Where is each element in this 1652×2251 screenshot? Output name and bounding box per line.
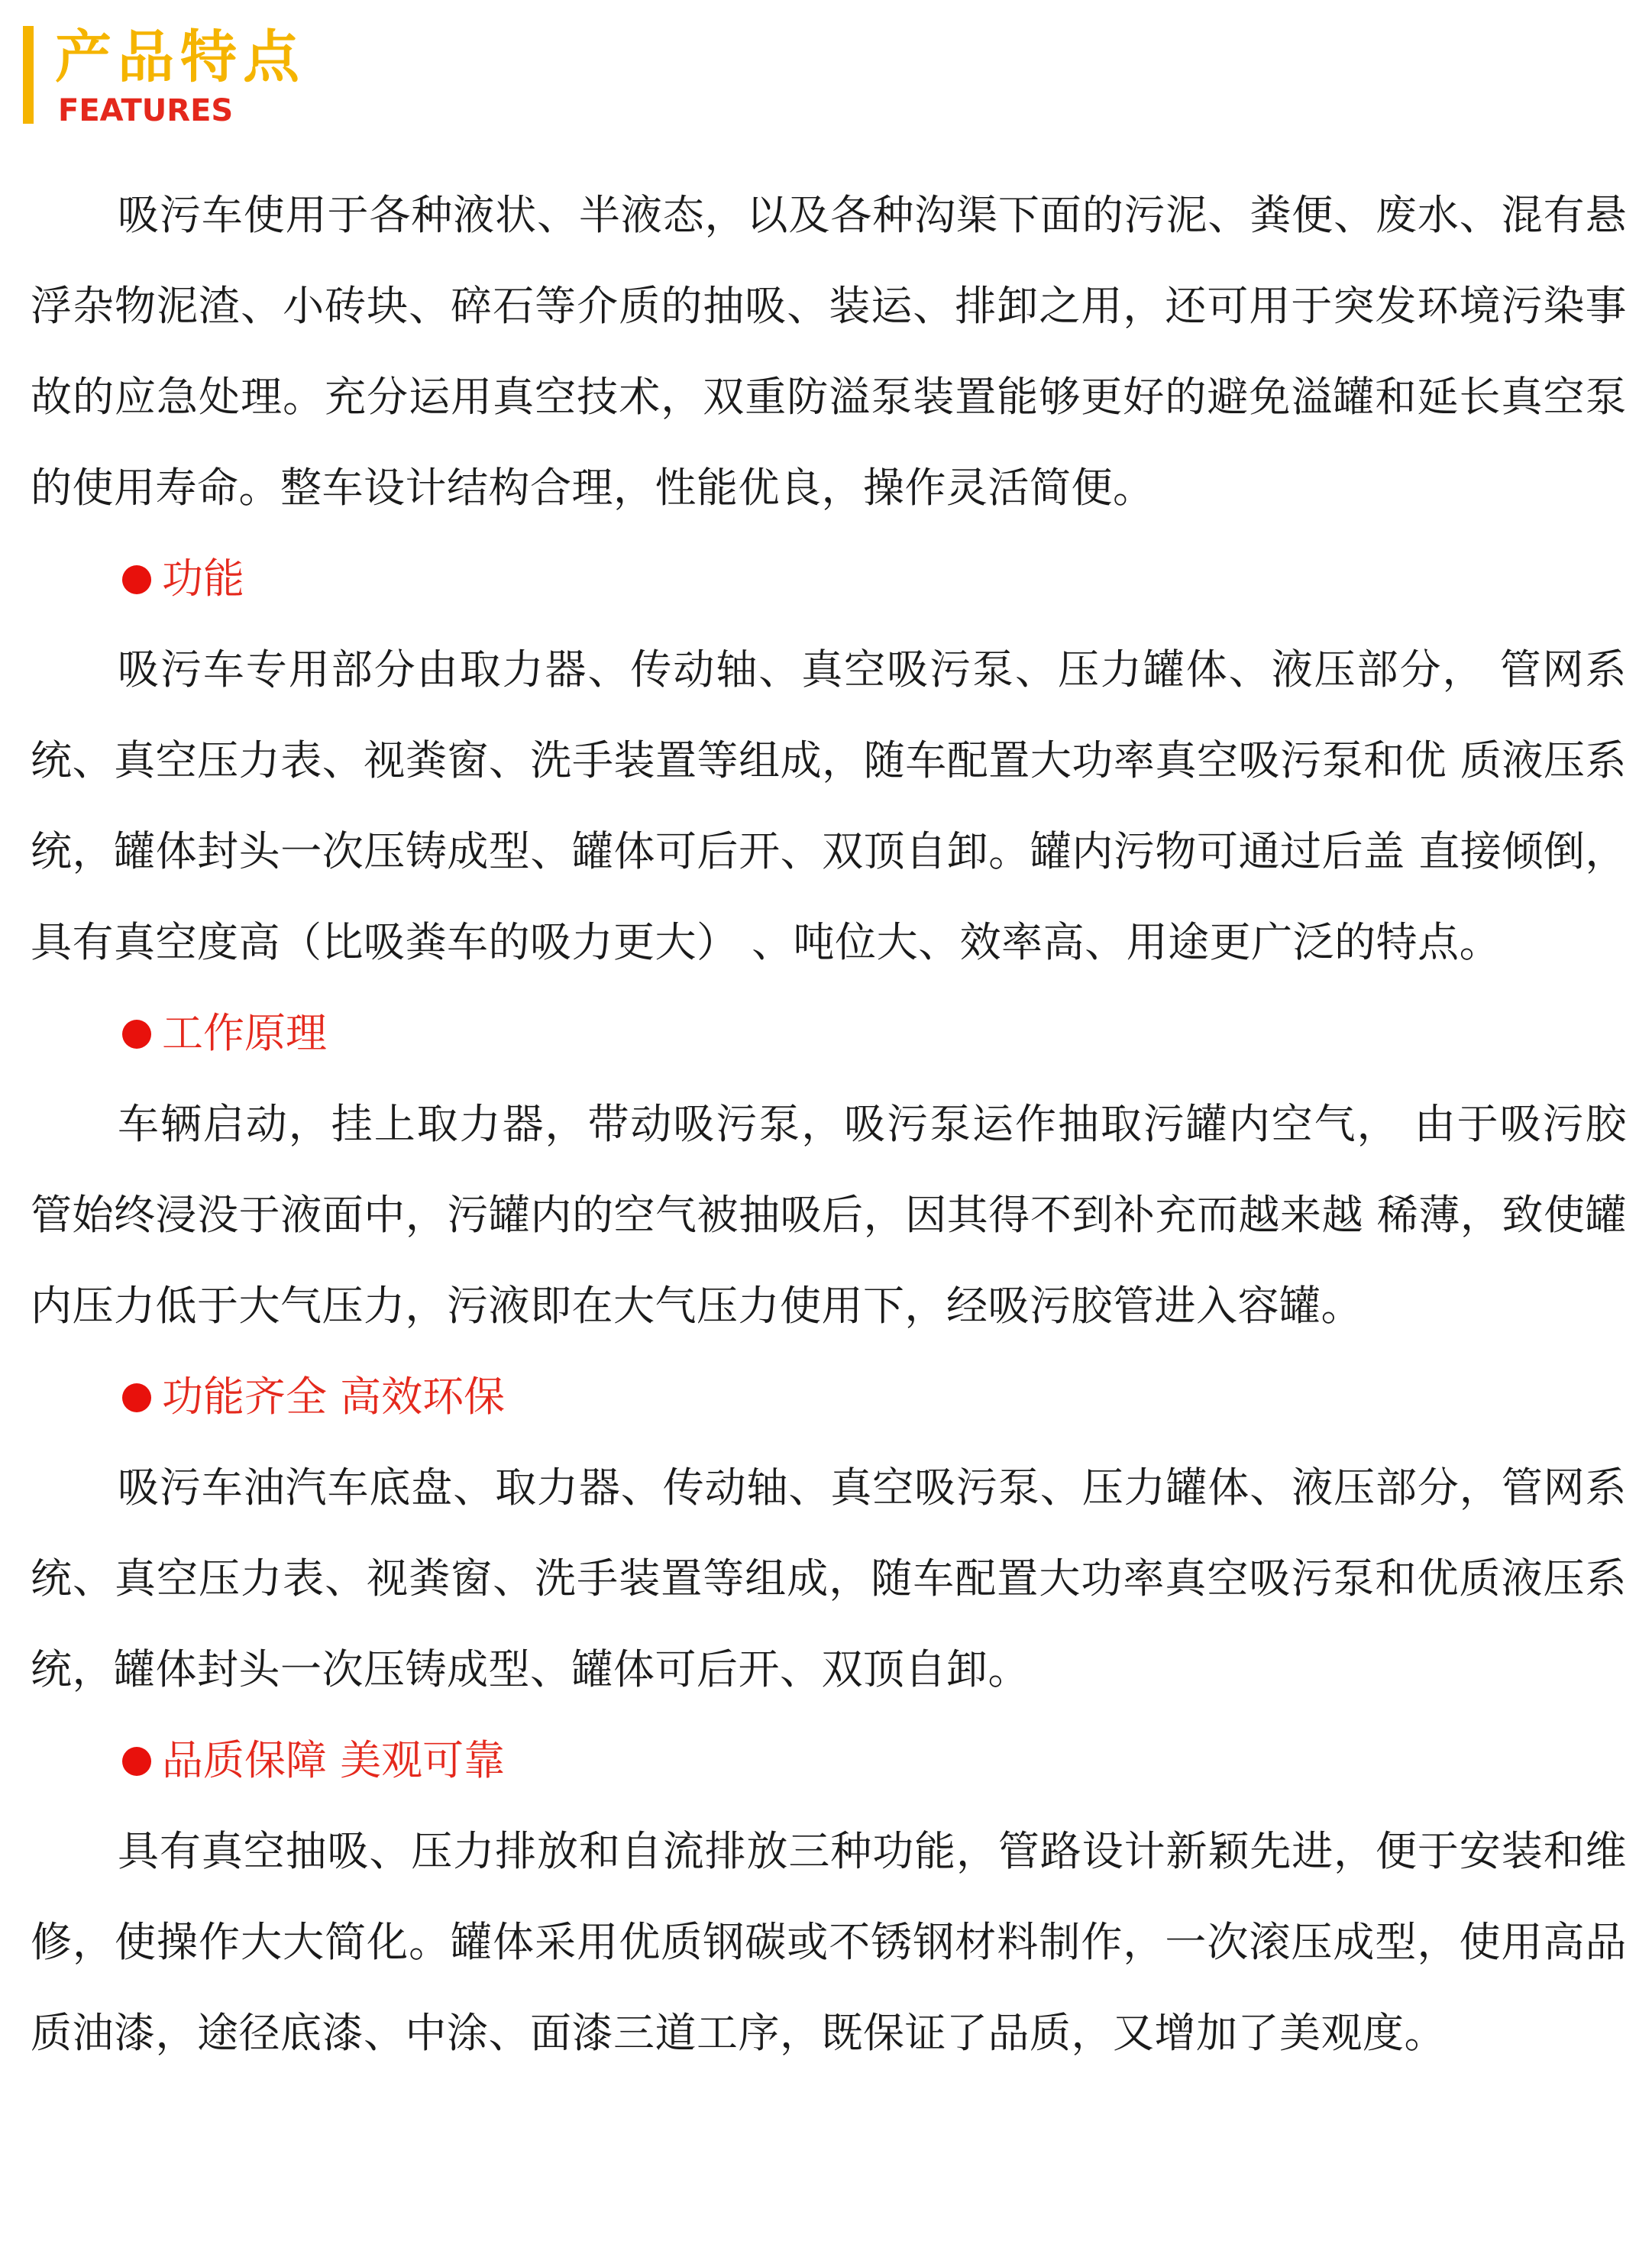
section-heading-principle [31,988,1627,1079]
section-heading-label: 功能齐全 高效环保 [162,1373,506,1421]
bullet-dot-icon [122,1020,151,1049]
section-heading-function [31,533,1627,624]
intro-paragraph: 吸污车使用于各种液状、半液态，以及各种沟渠下面的污泥、粪便、废水、混有悬浮杂物泥渣、小砖块、碎石等介质的抽吸、装运、排卸之用，还可用于突发环境污染事故的应急处理。充分运用真空技术，双重防溢泵装置能够更好的避免溢罐和延长真空泵的使用寿命。整车设计结构合理，性能优良，操作灵活简便。 [31,191,1627,512]
bullet-dot-icon [122,1747,151,1776]
features-content [31,170,1627,2078]
header-subtitle: FEATURES [58,93,234,128]
header-title: 产品特点 [55,24,306,90]
section-paragraph-efficiency: 吸污车油汽车底盘、取力器、传动轴、真空吸污泵、压力罐体、液压部分，管网系统、真空压力表、视粪窗、洗手装置等组成，随车配置大功率真空吸污泵和优质液压系统，罐体封头一次压铸成型、罐体可后开、双顶自卸。 [31,1463,1627,1693]
section-heading-efficiency [31,1351,1627,1442]
header-accent-bar [23,26,34,124]
section-heading-label: 工作原理 [162,1009,327,1057]
section-paragraph-quality: 具有真空抽吸、压力排放和自流排放三种功能，管路设计新颖先进，便于安装和维修，使操作大大简化。罐体采用优质钢碳或不锈钢材料制作，一次滚压成型，使用高品质油漆，途径底漆、中涂、面漆三道工序，既保证了品质，又增加了美观度。 [31,1827,1627,2057]
section-paragraph-function: 吸污车专用部分由取力器、传动轴、真空吸污泵、压力罐体、液压部分， 管网系统、真空压力表、视粪窗、洗手装置等组成，随车配置大功率真空吸污泵和优 质液压系统，罐体封头一次压铸成型、罐体可后开、双顶自卸。罐内污物可通过后盖 直接倾倒，具有真空度高（比吸粪车的吸力更大） 、吨位大、效率高、用途更广泛的特点。 [31,645,1627,966]
section-heading-quality [31,1715,1627,1806]
section-paragraph-principle: 车辆启动，挂上取力器，带动吸污泵，吸污泵运作抽取污罐内空气， 由于吸污胶管始终浸没于液面中，污罐内的空气被抽吸后，因其得不到补充而越来越 稀薄，致使罐内压力低于大气压力，污液即在大气压力使用下，经吸污胶管进入容罐。 [31,1100,1627,1330]
features-header [23,24,481,128]
bullet-dot-icon [122,1383,151,1412]
section-heading-label: 功能 [162,555,244,603]
section-heading-label: 品质保障 美观可靠 [162,1736,506,1784]
bullet-dot-icon [122,565,151,594]
